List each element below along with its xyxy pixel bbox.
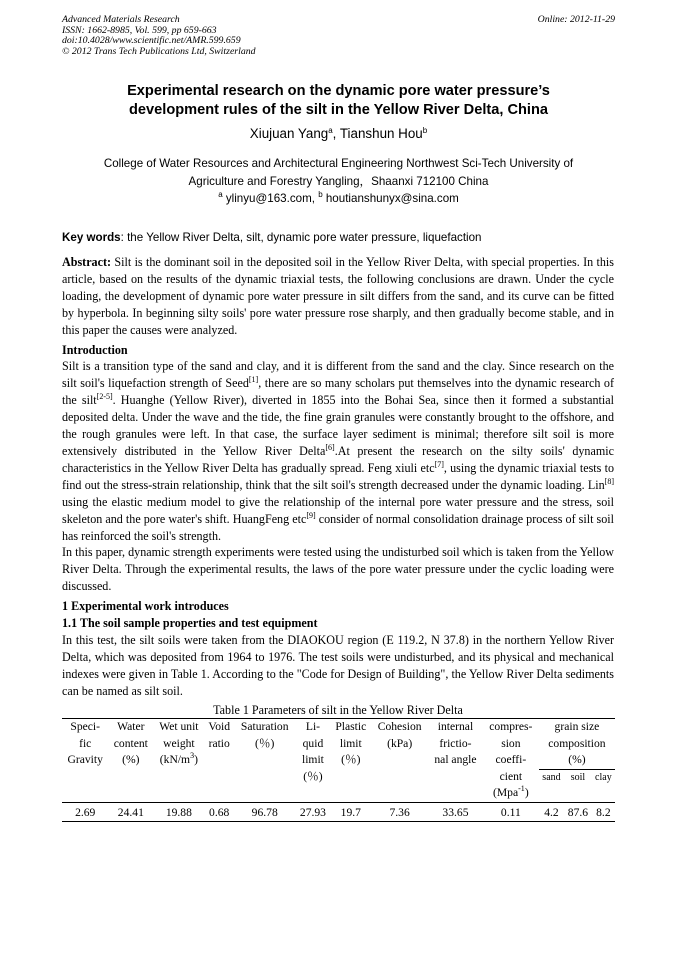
text-run: . Huanghe (Yellow River), diverted in 1855 into the Bohai Sea, since then it formed a substantial deposited delta. Under the wave and the tide, the fine grain granules were constantly brought to the offshore, and the rough granules were left. In that case, the surface layer sediment is minimal; therefore silt soil is more extensively distributed in the Yellow River Delta [62, 393, 614, 458]
email-link[interactable]: houtianshunyx@sina.com [322, 192, 459, 205]
journal-issn: ISSN: 1662-8985, Vol. 599, pp 659-663 [62, 24, 217, 36]
section-heading: 1 Experimental work introduces [62, 599, 229, 614]
citation: [7] [434, 459, 444, 469]
col-subheader: sand [539, 770, 564, 803]
col-header: Saturation (％) [234, 719, 296, 803]
col-header: Cohesion (kPa) [371, 719, 428, 803]
journal-doi: doi:10.4028/www.scientific.net/AMR.599.659 [62, 35, 241, 47]
author-affil-mark: a [328, 126, 333, 135]
table-cell: 7.36 [371, 802, 428, 822]
col-header: Void ratio [205, 719, 234, 803]
section-paragraph: In this test, the silt soils were taken from the DIAOKOU region (E 119.2, N 37.8) in the northern Yellow River Delta, which was deposited from 1964 to 1976. The test soils were undisturbed, and its physical and mechanical indexes were given in Table 1. According to the "Code for Design of Building", the Yellow River Delta sediments can be named as silt soil. [62, 632, 614, 698]
col-header: Plastic limit (％) [330, 719, 371, 803]
title-line: Experimental research on the dynamic pore water pressure’s [127, 83, 550, 99]
table-cell: 4.2 [539, 802, 564, 822]
parameters-table [62, 718, 615, 822]
paper-title [62, 82, 615, 120]
main-text [62, 254, 614, 822]
col-header: Wet unit weight $(kN/m^3)$ [153, 719, 204, 803]
intro-paragraph [62, 358, 614, 544]
col-subheader: clay [592, 770, 615, 803]
table-cell: 19.7 [330, 802, 371, 822]
text-run: , there are so many scholars put themselves into the dynamic research of the silt [62, 376, 614, 408]
author-list [62, 125, 615, 142]
citation: [9] [306, 510, 316, 520]
abstract-label: Abstract: [62, 255, 112, 269]
table-cell: 33.65 [428, 802, 483, 822]
table-cell: 0.11 [483, 802, 539, 822]
table-cell: 27.93 [296, 802, 331, 822]
text-run: Silt is a transition type of the sand and clay, and it is different from the sand and the clay. Since research on the silt soil's liquefaction strength of Seed [62, 359, 614, 391]
affiliation-line: College of Water Resources and Architectural Engineering Northwest Sci-Tech University of [103, 157, 574, 170]
title-line: development rules of the silt in the Yellow River Delta, China [129, 102, 548, 118]
citation: [2-5] [96, 392, 113, 402]
journal-copyright: © 2012 Trans Tech Publications Ltd, Switzerland [62, 45, 256, 57]
journal-name: Advanced Materials Research [62, 14, 180, 25]
text-run: , using the dynamic triaxial tests to find out the stress-strain relationship, think that the silt soil's strength decreased under the dynamic loading. Lin [62, 460, 614, 492]
table-cell: 24.41 [108, 802, 153, 822]
table-header-row [62, 719, 615, 770]
email-link[interactable]: ylinyu@163.com, [222, 192, 319, 205]
table-cell: 8.2 [592, 802, 615, 822]
text-run: .At present the research on the silty soils' dynamic characteristics in the Yellow River Delta has gradually spread. Feng xiuli etc [62, 443, 614, 475]
citation: [1] [248, 375, 259, 385]
email-mark: b [318, 190, 323, 199]
text-run: using the elastic medium model to give the relationship of the internal pore water pressure and the stress, soil skeleton and the pore water's shift. HuangFeng etc [62, 494, 614, 526]
col-header: Li- quid limit (％) [296, 719, 331, 803]
col-header-group: grain size composition (%) [539, 719, 615, 770]
keywords-text: : the Yellow River Delta, silt, dynamic pore water pressure, liquefaction [120, 231, 482, 244]
affiliation-line: Agriculture and Forestry Yangling，Shaanxi 712100 China [188, 174, 489, 188]
section-heading: Introduction [62, 342, 128, 357]
table-row [62, 802, 615, 822]
table-cell: 87.6 [564, 802, 592, 822]
email-mark: a [218, 190, 223, 199]
author-separator: , [332, 126, 340, 141]
table-cell: 0.68 [205, 802, 234, 822]
journal-header [62, 15, 256, 57]
table-cell: 2.69 [62, 802, 108, 822]
intro-paragraph: In this paper, dynamic strength experiments were tested using the undisturbed soil which is taken from the Yellow River Delta. Through the experimental results, the laws of the pore water pressure under the cyclic loading were discussed. [62, 545, 614, 594]
author-name: Xiujuan Yang [249, 126, 329, 141]
online-date: Online: 2012-11-29 [537, 14, 615, 25]
abstract [62, 254, 614, 339]
keywords-label: Key words [62, 231, 121, 244]
citation: [8] [604, 476, 614, 486]
col-header: Water content (%) [108, 719, 153, 803]
author-emails [62, 190, 615, 208]
abstract-text: Silt is the dominant soil in the deposited soil in the Yellow River Delta, with special properties. In this article, based on the results of the dynamic triaxial tests, the following conclusions are drawn. Under the cycle loading, the development of dynamic pore water pressure in silt differs from the sand, and its curve can be fitted by hyperbola. In beginning silty soils' pore water pressure rose sharply, and then gradually become stable, and in this paper the causes were analyzed. [62, 255, 614, 337]
table-cell: 19.88 [153, 802, 204, 822]
citation: [6] [325, 442, 335, 452]
author-affil-mark: b [422, 126, 428, 135]
table-caption: Table 1 Parameters of silt in the Yellow River Delta [213, 702, 463, 717]
author-name: Tianshun Hou [339, 126, 423, 141]
col-header: Speci- fic Gravity [62, 719, 108, 803]
table-cell: 96.78 [234, 802, 296, 822]
col-header: internal frictio- nal angle [428, 719, 483, 803]
text-run: consider of normal consolidation drainage process of silt soil has reinforced the soil's strength. [62, 511, 614, 543]
col-subheader: soil [564, 770, 592, 803]
keywords [62, 231, 615, 245]
col-header: compres- sion coeffi- cient (Mpa$^{-1}$) [483, 719, 539, 803]
subsection-heading: 1.1 The soil sample properties and test equipment [62, 616, 318, 631]
affiliation [62, 155, 615, 208]
